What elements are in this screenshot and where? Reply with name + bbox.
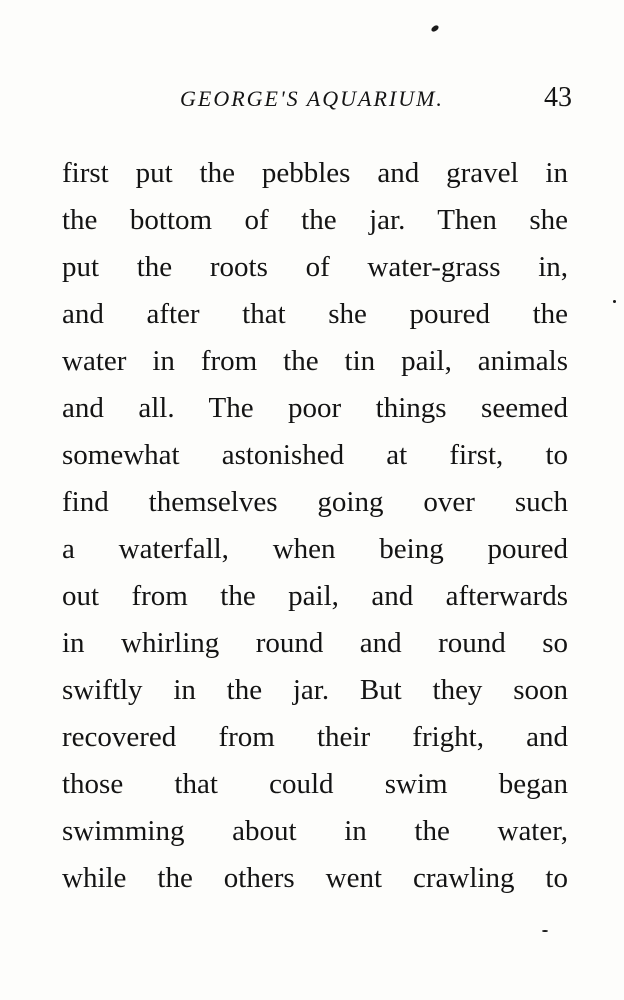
page-number: 43: [544, 82, 572, 113]
text-line: first put the pebbles and gravel in: [62, 157, 568, 189]
text-line: put the roots of water-grass in,: [62, 251, 568, 283]
text-line: those that could swim began: [62, 768, 568, 800]
running-head: [62, 82, 572, 118]
text-line: water in from the tin pail, animals: [62, 345, 568, 377]
running-title: GEORGE'S AQUARIUM.: [180, 86, 444, 111]
text-line: recovered from their fright, and: [62, 721, 568, 753]
text-line: the bottom of the jar. Then she: [62, 204, 568, 236]
text-line: in whirling round and round so: [62, 627, 568, 659]
ink-speck: [430, 24, 439, 33]
text-line: find themselves going over such: [62, 486, 568, 518]
text-line: and all. The poor things seemed: [62, 392, 568, 424]
ink-speck: [542, 930, 548, 932]
ink-speck: [613, 300, 616, 303]
text-line: somewhat astonished at first, to: [62, 439, 568, 471]
text-line: and after that she poured the: [62, 298, 568, 330]
text-line: swiftly in the jar. But they soon: [62, 674, 568, 706]
text-line: while the others went crawling to: [62, 862, 568, 894]
text-line: out from the pail, and afterwards: [62, 580, 568, 612]
body-text: [62, 150, 568, 902]
text-line: swimming about in the water,: [62, 815, 568, 847]
text-line: a waterfall, when being poured: [62, 533, 568, 565]
